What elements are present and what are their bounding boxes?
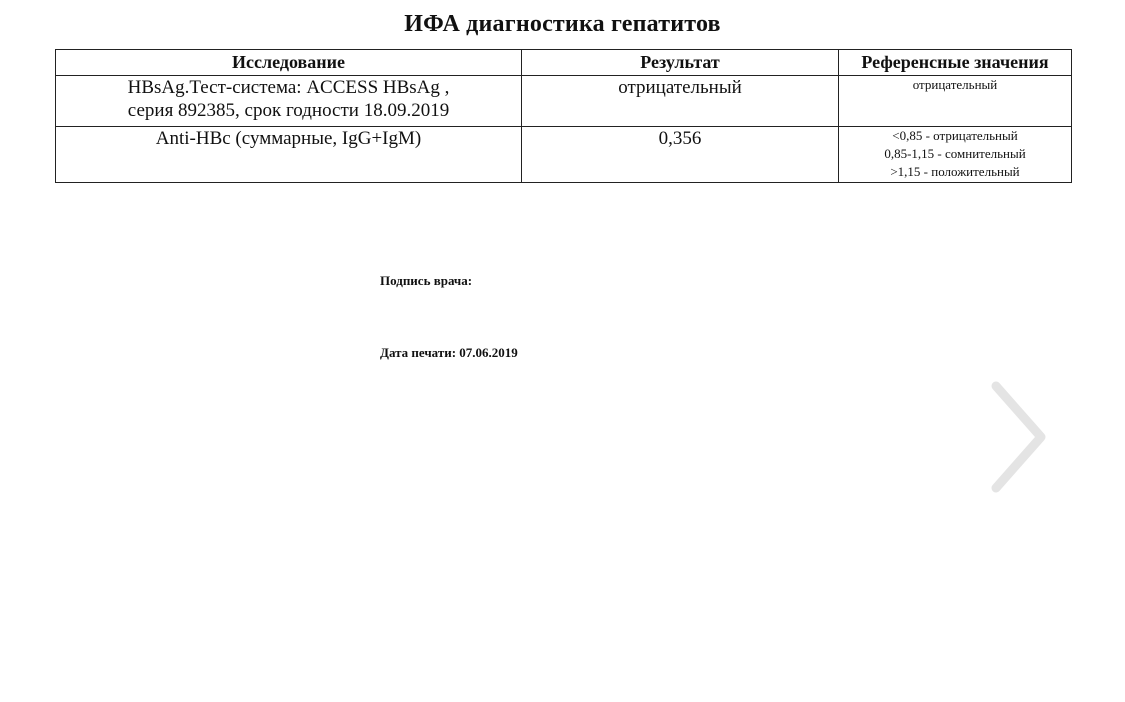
test-name-line: Anti-HBc (суммарные, IgG+IgM) (155, 128, 422, 149)
reference-cell (839, 76, 1072, 127)
reference-cell (839, 127, 1072, 183)
next-page-button[interactable] (986, 378, 1052, 496)
page-title: ИФА диагностика гепатитов (404, 11, 721, 37)
print-date-label: Дата печати: 07.06.2019 (380, 345, 518, 360)
test-name-cell (56, 127, 522, 183)
result-cell: отрицательный (522, 76, 839, 127)
doctor-signature-label: Подпись врача: (380, 273, 473, 288)
column-header-reference: Референсные значения (839, 50, 1072, 76)
reference-line: отрицательный (912, 77, 998, 92)
table-row (56, 76, 1072, 127)
table-header-row (56, 50, 1072, 76)
column-header-result: Результат (522, 50, 839, 76)
result-cell: 0,356 (522, 127, 839, 183)
reference-line: <0,85 - отрицательный (892, 128, 1018, 143)
test-name-cell (56, 76, 522, 127)
test-name-line: HBsAg.Тест-система: ACCESS HBsAg , (127, 77, 450, 98)
results-table (55, 49, 1072, 183)
test-name-line: серия 892385, срок годности 18.09.2019 (127, 100, 450, 121)
reference-line: >1,15 - положительный (890, 164, 1020, 179)
chevron-right-icon (986, 378, 1052, 496)
reference-line: 0,85-1,15 - сомнительный (884, 146, 1026, 161)
table-row (56, 127, 1072, 183)
column-header-test: Исследование (56, 50, 522, 76)
